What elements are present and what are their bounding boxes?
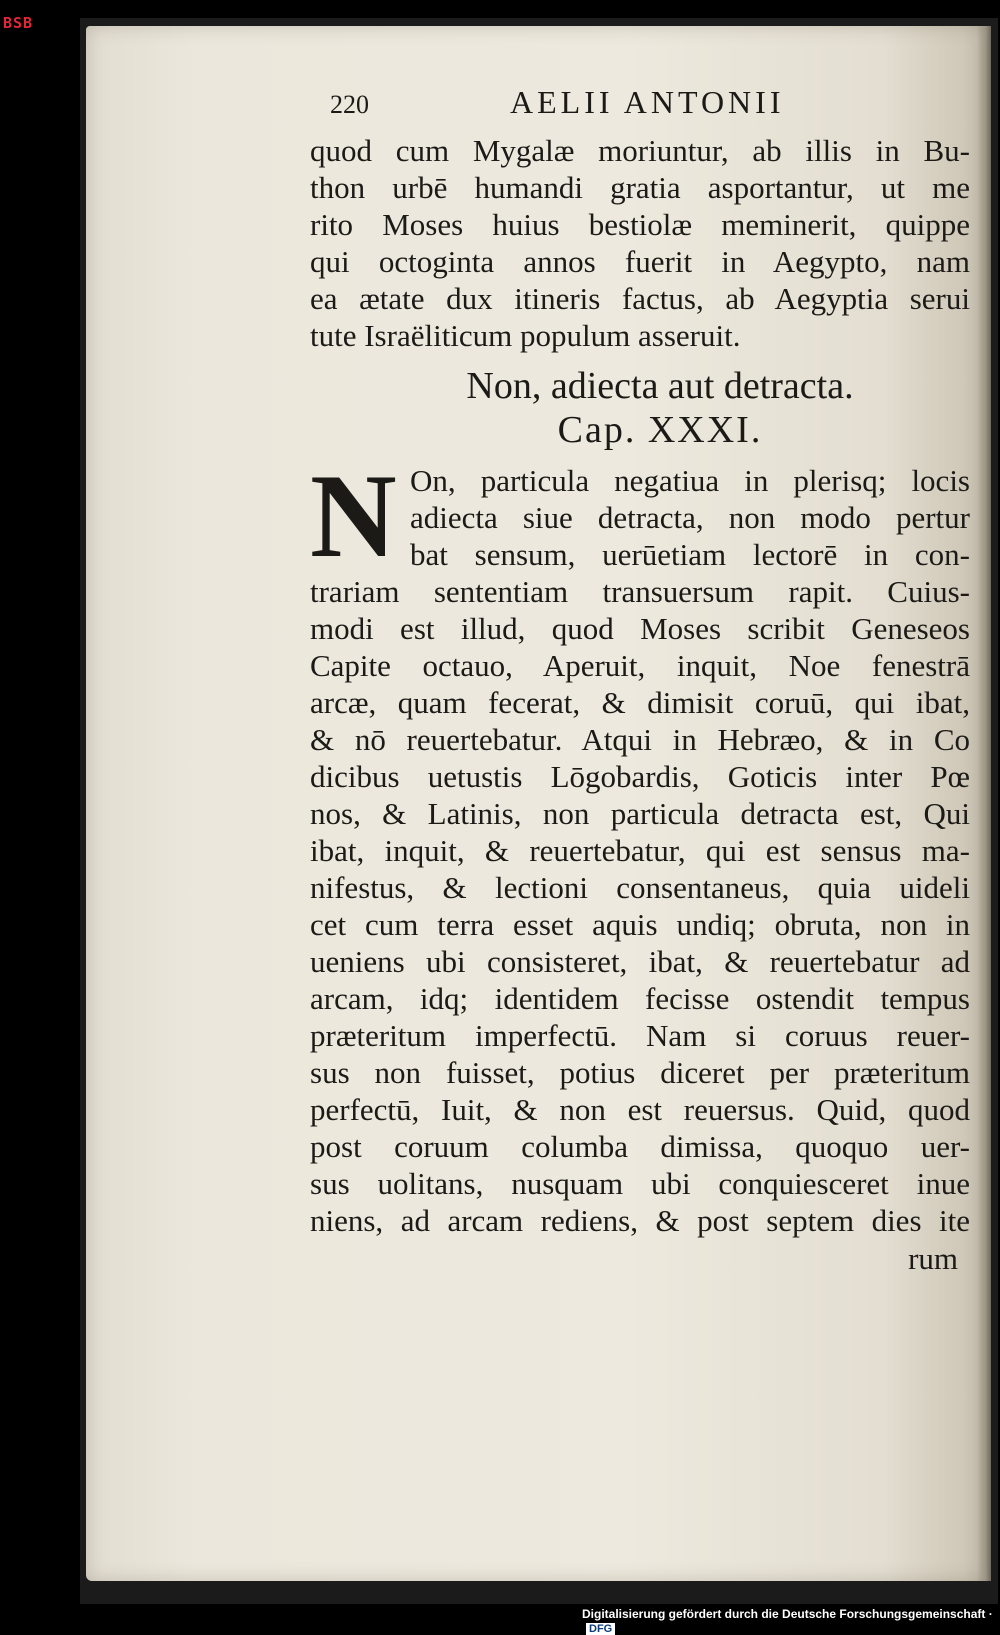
text-line: Capite octauo, Aperuit, inquit, Noe fenestrā xyxy=(310,648,970,683)
digitization-credit xyxy=(582,1607,1000,1635)
drop-cap: N xyxy=(310,449,397,582)
text-line: trariam sententiam transuersum rapit. Cuius- xyxy=(310,574,970,609)
text-line: cet cum terra esset aquis undiq; obruta, non in xyxy=(310,907,970,942)
text-line: arcæ, quam fecerat, & dimisit coruū, qui ibat, xyxy=(310,685,970,720)
text-line: dicibus uetustis Lōgobardis, Goticis inter Pœ xyxy=(310,759,970,794)
text-line: nifestus, & lectioni consentaneus, quia uideli xyxy=(310,870,970,905)
dfg-logo: DFG xyxy=(586,1623,615,1635)
text-line: On, particula negatiua in plerisq; locis xyxy=(410,463,970,498)
watermark-logo: BSB xyxy=(3,14,34,32)
text-line: quod cum Mygalæ moriuntur, ab illis in Bu- xyxy=(310,133,970,168)
catchword: rum xyxy=(908,1241,958,1276)
text-line: nos, & Latinis, non particula detracta est, Qui xyxy=(310,796,970,831)
page-number: 220 xyxy=(330,90,369,119)
text-line: thon urbē humandi gratia asportantur, ut me xyxy=(310,170,970,205)
text-line: præteritum imperfectū. Nam si coruus reuer- xyxy=(310,1018,970,1053)
text-line: arcam, idq; identidem fecisse ostendit tempus xyxy=(310,981,970,1016)
text-line: niens, ad arcam rediens, & post septem dies ite xyxy=(310,1203,970,1238)
text-line: sus non fuisset, potius diceret per præteritum xyxy=(310,1055,970,1090)
text-line: adiecta siue detracta, non modo pertur xyxy=(410,500,970,535)
running-head: AELII ANTONII xyxy=(510,84,785,120)
text-line: post coruum columba dimissa, quoquo uer- xyxy=(310,1129,970,1164)
text-line: bat sensum, uerūetiam lectorē in con- xyxy=(410,537,970,572)
credit-text: Digitalisierung gefördert durch die Deutsche Forschungsgemeinschaft · xyxy=(582,1607,993,1621)
text-line: sus uolitans, nusquam ubi conquiesceret inue xyxy=(310,1166,970,1201)
text-line: perfectū, Iuit, & non est reuersus. Quid, quod xyxy=(310,1092,970,1127)
text-line: ueniens ubi consisteret, ibat, & reuertebatur ad xyxy=(310,944,970,979)
text-line: tute Israëliticum populum asseruit. xyxy=(310,318,741,353)
text-line: modi est illud, quod Moses scribit Geneseos xyxy=(310,611,970,646)
text-line: & nō reuertebatur. Atqui in Hebræo, & in Co xyxy=(310,722,970,757)
running-header xyxy=(310,84,970,132)
text-line: ibat, inquit, & reuertebatur, qui est sensus ma- xyxy=(310,833,970,868)
text-line: ea ætate dux itineris factus, ab Aegyptia serui xyxy=(310,281,970,316)
page-edge-shadow xyxy=(977,26,991,1581)
paragraph-1 xyxy=(310,132,970,354)
text-line: rito Moses huius bestiolæ meminerit, quippe xyxy=(310,207,970,242)
chapter-number: Cap. XXXI. xyxy=(557,409,763,451)
paragraph-2 xyxy=(310,449,970,1239)
text-block xyxy=(310,84,970,1279)
chapter-title: Non, adiecta aut detracta. xyxy=(466,365,854,407)
text-line: qui octoginta annos fuerit in Aegypto, nam xyxy=(310,244,970,279)
